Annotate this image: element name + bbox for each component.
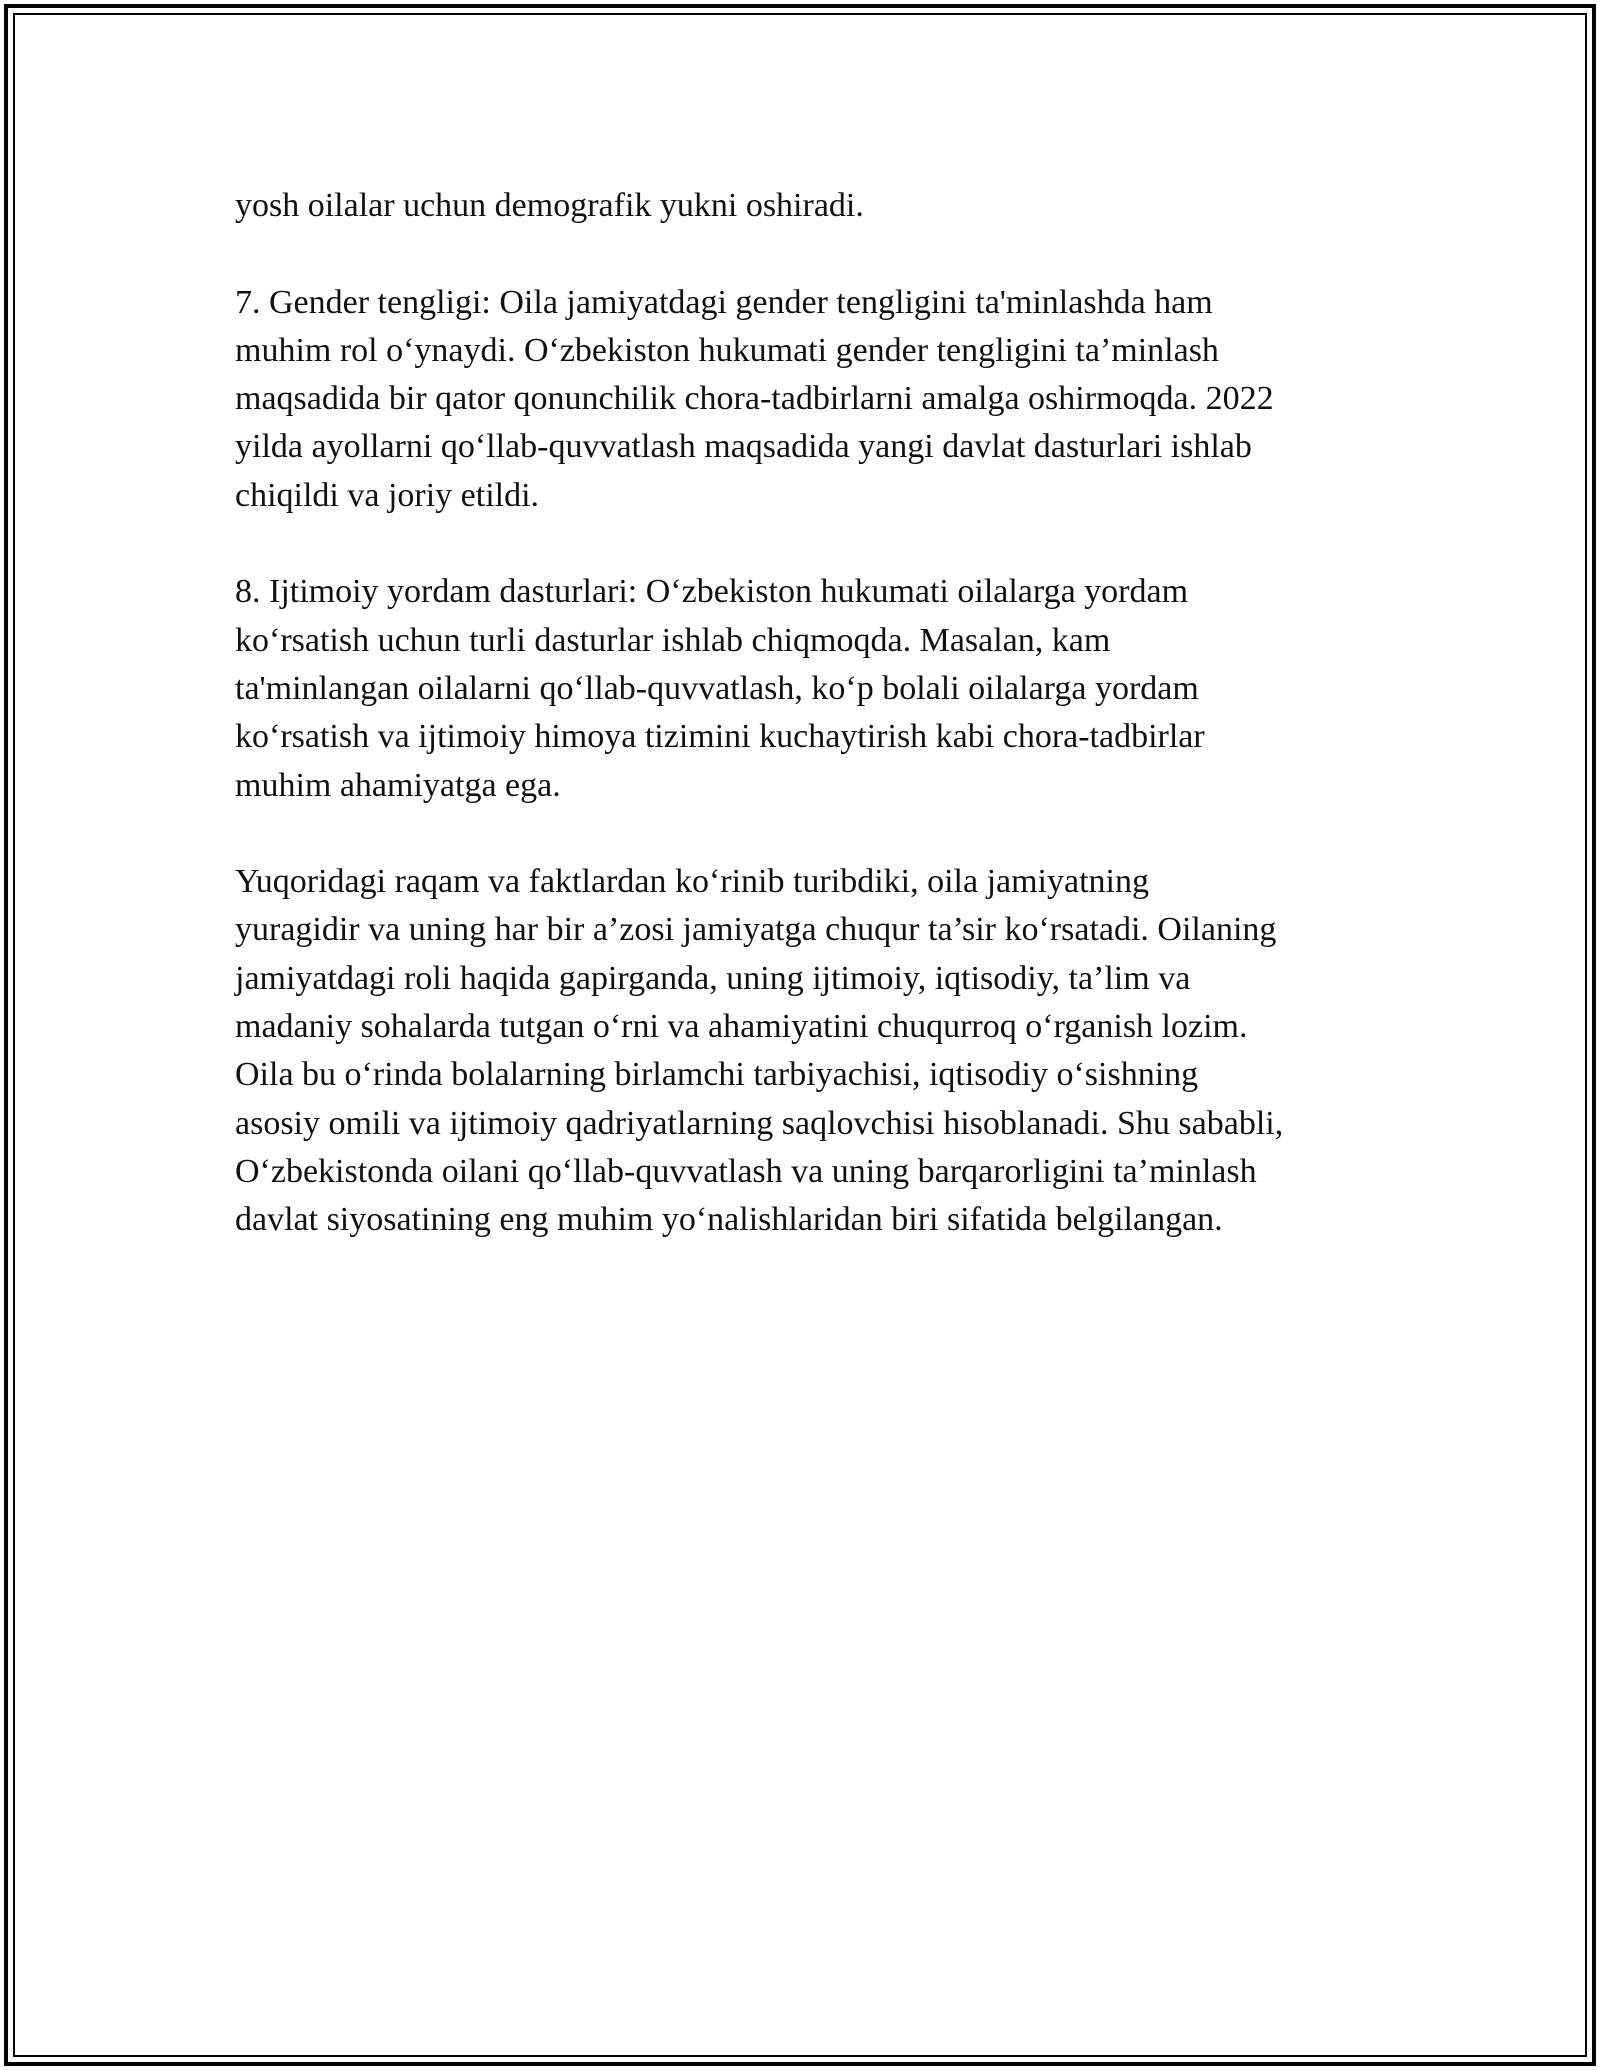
document-body [235, 182, 1375, 1293]
paragraph-conclusion: Yuqoridagi raqam va faktlardan ko‘rinib turibdiki, oila jamiyatning yuragidir va uning har bir a’zosi jamiyatga chuqur ta’sir ko‘rsatadi. Oilaning jamiyatdagi roli haqida gapirganda, uning ijtimoiy, iqtisodiy, ta’lim va madaniy sohalarda tutgan o‘rni va ahamiyatini chuqurroq o‘rganish lozim. Oila bu o‘rinda bolalarning birlamchi tarbiyachisi, iqtisodiy o‘sishning asosiy omili va ijtimoiy qadriyatlarning saqlovchisi hisoblanadi. Shu sababli, O‘zbekistonda oilani qo‘llab-quvvatlash va uning barqarorligini ta’minlash davlat siyosatining eng muhim yo‘nalishlaridan biri sifatida belgilangan. [235, 863, 1284, 1239]
paragraph-continuation: yosh oilalar uchun demografik yukni oshiradi. [235, 187, 864, 224]
paragraph-gender-equality: 7. Gender tengligi: Oila jamiyatdagi gender tengligini ta'minlashda ham muhim rol o‘ynaydi. O‘zbekiston hukumati gender tengligini ta’minlash maqsadida bir qator qonunchilik chora-tadbirlarni amalga oshirmoqda. 2022 yilda ayollarni qo‘llab-quvvatlash maqsadida yangi davlat dasturlari ishlab chiqildi va joriy etildi. [235, 283, 1274, 514]
paragraph-social-assistance: 8. Ijtimoiy yordam dasturlari: O‘zbekiston hukumati oilalarga yordam ko‘rsatish uchun turli dasturlar ishlab chiqmoqda. Masalan, kam ta'minlangan oilalarni qo‘llab-quvvatlash, ko‘p bolali oilalarga yordam ko‘rsatish va ijtimoiy himoya tizimini kuchaytirish kabi chora-tadbirlar muhim ahamiyatga ega. [235, 573, 1205, 804]
